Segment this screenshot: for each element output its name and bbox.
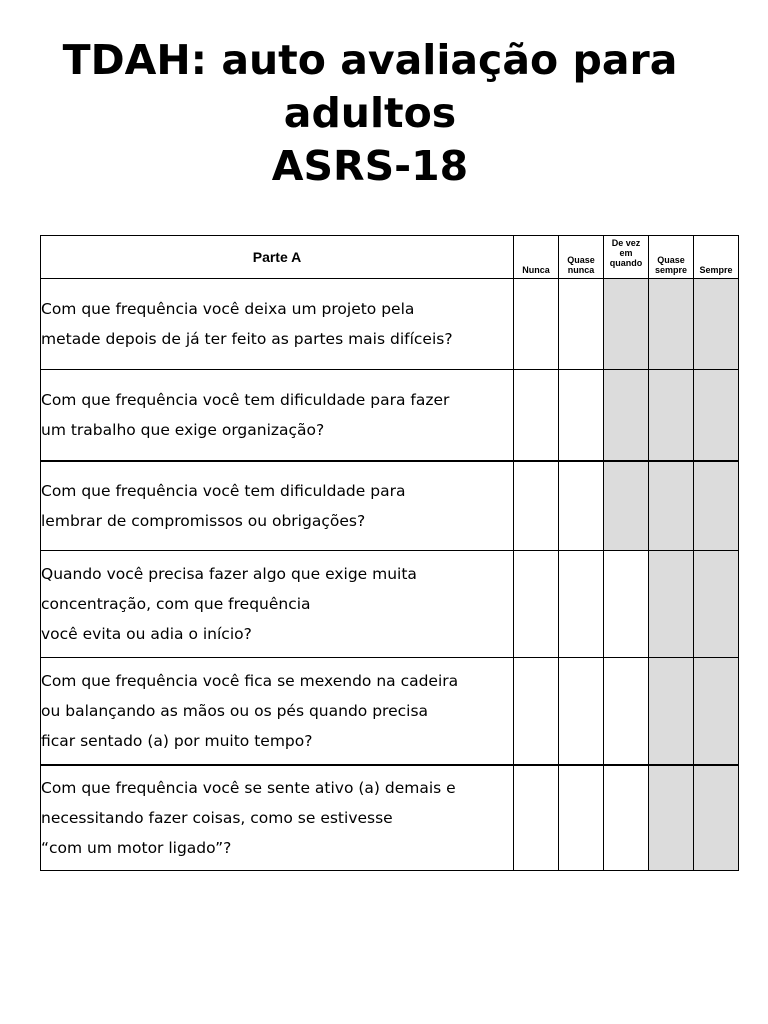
table-row [41,551,739,658]
answer-cell-nunca[interactable] [514,765,559,871]
question-text [41,658,514,765]
answer-cell-quase-sempre[interactable] [649,765,694,871]
question-line: concentração, com que frequência [41,595,311,613]
answer-cell-de-vez-em-quando[interactable] [604,765,649,871]
question-line: lembrar de compromissos ou obrigações? [41,511,366,530]
page-title [0,34,740,193]
answer-cell-quase-nunca[interactable] [559,551,604,658]
part-label: Parte A [41,236,514,279]
answer-cell-quase-sempre[interactable] [649,370,694,461]
answer-cell-nunca[interactable] [514,279,559,370]
answer-cell-quase-nunca[interactable] [559,461,604,551]
question-line: ou balançando as mãos ou os pés quando precisa [41,701,429,720]
question-text [41,551,514,658]
question-line: Com que frequência você fica se mexendo na cadeira [41,671,459,690]
answer-cell-nunca[interactable] [514,551,559,658]
answer-cell-nunca[interactable] [514,461,559,551]
answer-cell-sempre[interactable] [694,370,739,461]
option-header-sempre: Sempre [694,236,739,279]
answer-cell-sempre[interactable] [694,765,739,871]
questionnaire-table [40,235,739,871]
table-row [41,461,739,551]
answer-cell-quase-nunca[interactable] [559,370,604,461]
question-text [41,279,514,370]
answer-cell-nunca[interactable] [514,370,559,461]
answer-cell-de-vez-em-quando[interactable] [604,461,649,551]
question-line: um trabalho que exige organização? [41,420,325,439]
answer-cell-quase-sempre[interactable] [649,551,694,658]
title-line-1: TDAH: auto avaliação para [62,36,678,84]
question-text [41,461,514,551]
option-header-de-vez-em-quando: De vez em quando [604,236,649,279]
question-text [41,370,514,461]
question-line: Com que frequência você deixa um projeto pela [41,300,415,318]
answer-cell-sempre[interactable] [694,551,739,658]
answer-cell-quase-sempre[interactable] [649,461,694,551]
answer-cell-quase-nunca[interactable] [559,279,604,370]
answer-cell-de-vez-em-quando[interactable] [604,551,649,658]
answer-cell-quase-sempre[interactable] [649,658,694,765]
answer-cell-de-vez-em-quando[interactable] [604,370,649,461]
answer-cell-sempre[interactable] [694,279,739,370]
table-row [41,370,739,461]
table-row [41,658,739,765]
question-text [41,765,514,871]
question-line: ficar sentado (a) por muito tempo? [41,731,313,750]
question-line: Quando você precisa fazer algo que exige muita [41,565,417,583]
question-line: Com que frequência você tem dificuldade para [41,481,406,500]
question-line: Com que frequência você se sente ativo (a) demais e [41,778,456,797]
table-row [41,765,739,871]
answer-cell-sempre[interactable] [694,658,739,765]
answer-cell-quase-nunca[interactable] [559,765,604,871]
question-line: metade depois de já ter feito as partes mais difíceis? [41,330,453,348]
option-header-quase-sempre: Quase sempre [649,236,694,279]
title-line-3: ASRS-18 [271,142,469,190]
title-line-2: adultos [283,89,457,137]
answer-cell-de-vez-em-quando[interactable] [604,658,649,765]
question-line: Com que frequência você tem dificuldade para fazer [41,390,450,409]
table-row [41,279,739,370]
answer-cell-quase-nunca[interactable] [559,658,604,765]
answer-cell-sempre[interactable] [694,461,739,551]
answer-cell-nunca[interactable] [514,658,559,765]
question-line: você evita ou adia o início? [41,625,252,643]
table-header-row [41,236,739,279]
answer-cell-de-vez-em-quando[interactable] [604,279,649,370]
option-header-nunca: Nunca [514,236,559,279]
answer-cell-quase-sempre[interactable] [649,279,694,370]
option-header-quase-nunca: Quase nunca [559,236,604,279]
question-line: necessitando fazer coisas, como se estivesse [41,808,393,827]
question-line: “com um motor ligado”? [41,838,232,857]
